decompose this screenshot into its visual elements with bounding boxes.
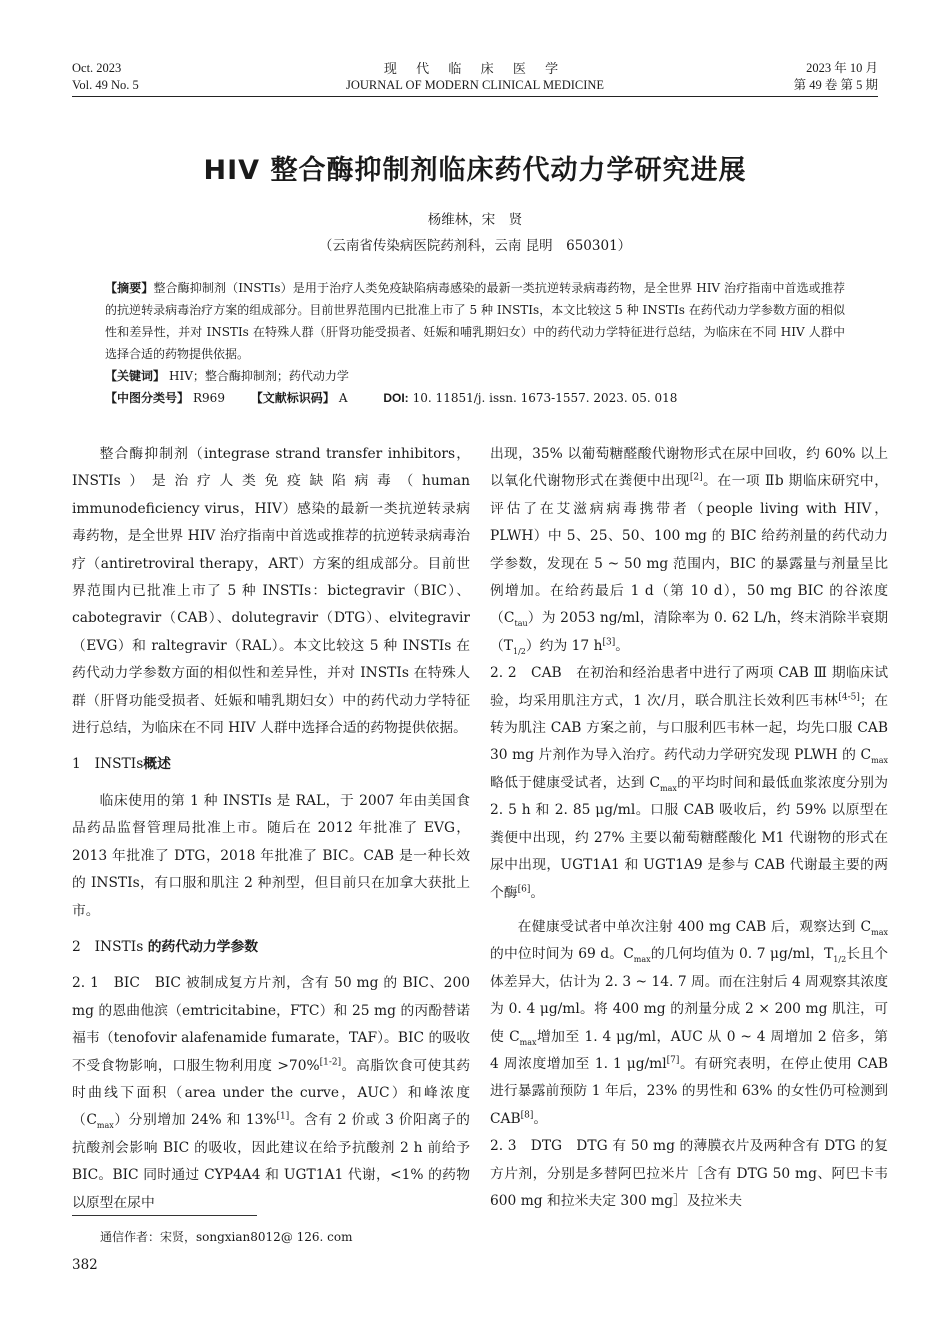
text-run: 。有研究表明，在停止使用 CAB 进行暴露前预防 1 年后，23% 的男性和 63% 的女性仍可检测到 CAB bbox=[490, 1055, 888, 1127]
header-volume-en: Vol. 49 No. 5 bbox=[72, 78, 139, 92]
subscript: max bbox=[96, 1121, 114, 1131]
author-list: 杨维林，宋 贤 bbox=[427, 212, 523, 228]
text-run: ）为 2053 ng/ml，清除率为 0. 62 L/h，终末消除半衰期（T bbox=[490, 610, 888, 654]
intro-paragraph: 整合酶抑制剂（integrase strand transfer inhibitors，INSTIs）是治疗人类免疫缺陷病毒（human immunodeficiency virus，HIV）感染的最新一类抗逆转录病毒药物，是全世界 HIV 治疗指南中首选或推荐的抗逆转录病毒治疗（antiretroviral therapy，ART）方案的组成部分。目前世界范围内已批准上市了 5 种 INSTIs：bictegravir（BIC）、cabotegravir（CAB）、dolutegravir（DTG）、elvitegravir（EVG）和 raltegravir（RAL）。本文比较这 5 种 INSTIs 在药代动力学参数方面的相似性和差异性，并对 INSTIs 在特殊人群（肝肾功能受损者、妊娠和哺乳期妇女）中的药代动力学特征进行总结，为临床在不同 HIV 人群中选择合适的药物提供依据。 bbox=[72, 446, 470, 737]
text-run: 长且个体差异大，估计为 2. 3 ~ 14. 7 周。而在注射后 4 周观察其浓度为 0. 4 μg/ml。将 400 mg 的剂量分成 2 × 200 mg 肌注，可使 C bbox=[490, 946, 889, 1045]
doccode-label: 【文献标识码】 bbox=[250, 391, 335, 405]
header-right bbox=[794, 60, 878, 94]
footnote-divider bbox=[72, 1215, 257, 1216]
text-run: 2. 2 CAB 在初治和经治患者中进行了两项 CAB Ⅲ 期临床试验，均采用肌注方式，1 次/月，联合肌注长效利匹韦林 bbox=[490, 665, 888, 709]
page-number: 382 bbox=[72, 1257, 98, 1273]
subscript: 1/2 bbox=[513, 646, 526, 656]
classification-row bbox=[105, 387, 845, 409]
keywords-row bbox=[105, 365, 845, 387]
section-2-2-paragraph bbox=[490, 660, 888, 907]
citation: [7] bbox=[666, 1055, 680, 1066]
text-run: 2. 1 BIC BIC 被制成复方片剂，含有 50 mg 的 BIC、200 mg 的恩曲他滨（emtricitabine，FTC）和 25 mg 的丙酚替诺福韦（tenofovir alafenamide fumarate，TAF）。BIC 的吸收不受食物影响，口服生物利用度 >70% bbox=[72, 975, 470, 1074]
affiliation: （云南省传染病医院药剂科，云南 昆明 650301） bbox=[318, 238, 632, 254]
text-run: ）分别增加 24% 和 13% bbox=[113, 1112, 277, 1129]
subscript: max bbox=[660, 783, 677, 793]
keywords-label: 【关键词】 bbox=[105, 369, 166, 383]
citation: [2] bbox=[689, 472, 703, 483]
citation: [4-5] bbox=[838, 692, 860, 703]
text-run: 的平均时间和最低血浆浓度分别为 2. 5 h 和 2. 85 μg/ml。口服 CAB 吸收后，约 59% 以原型在粪便中出现，约 27% 主要以葡萄糖醛酸化 M1 代谢物的形式在尿中出现，UGT1A1 和 UGT1A9 是参与 CAB 代谢最主要的两个酶 bbox=[490, 774, 888, 901]
header-date-zh: 2023 年 10 月 bbox=[806, 61, 878, 75]
section-2-1-paragraph bbox=[72, 970, 470, 1217]
section-1-title: 概述 bbox=[143, 756, 171, 773]
subscript: tau bbox=[514, 619, 528, 629]
text-run: 。 bbox=[530, 884, 545, 901]
subscript: 1/2 bbox=[833, 955, 847, 965]
section-1-heading bbox=[72, 751, 470, 778]
abstract-text: 整合酶抑制剂（INSTIs）是用于治疗人类免疫缺陷病毒感染的最新一类抗逆转录病毒药物，是全世界 HIV 治疗指南中首选或推荐的抗逆转录病毒治疗方案的组成部分。目前世界范围内已批准上市了 5 种 INSTIs，本文比较这 5 种 INSTIs 在药代动力学参数方面的相似性和差异性，并对 INSTIs 在特殊人群（肝肾功能受损者、妊娠和哺乳期妇女）中的药代动力学特征进行总结，为临床在不同 HIV 人群中选择合适的药物提供依据。 bbox=[105, 281, 845, 361]
subscript: max bbox=[519, 1037, 537, 1047]
section-1-paragraph: 临床使用的第 1 种 INSTIs 是 RAL，于 2007 年由美国食品药品监督管理局批准上市。随后在 2012 年批准了 EVG，2013 年批准了 DTG，2018 年批准了 BIC。CAB 是一种长效的 INSTIs，有口服和肌注 2 种剂型，但目前只在加拿大获批上市。 bbox=[72, 792, 470, 919]
text-run: 增加至 1. 4 μg/ml，AUC 从 0 ~ 4 周增加 2 倍多，第 4 周浓度增加至 1. 1 μg/ml bbox=[490, 1028, 888, 1072]
journal-name-en: JOURNAL OF MODERN CLINICAL MEDICINE bbox=[345, 78, 605, 92]
text-run: 。 bbox=[615, 637, 630, 654]
cab-injection-paragraph bbox=[490, 914, 888, 1133]
text-run: 。 bbox=[533, 1110, 548, 1127]
section-2-heading bbox=[72, 934, 470, 961]
abstract-label: 【摘要】 bbox=[105, 281, 154, 295]
abstract-block bbox=[105, 277, 845, 409]
section-2-number: 2 INSTIs bbox=[72, 938, 144, 955]
citation: [3] bbox=[602, 637, 616, 648]
citation: [1-2] bbox=[319, 1056, 342, 1067]
doi-label: DOI: bbox=[383, 391, 409, 405]
right-column bbox=[490, 441, 888, 1215]
text-run: 在健康受试者中单次注射 400 mg CAB 后，观察达到 C bbox=[517, 918, 872, 935]
clc-label: 【中图分类号】 bbox=[105, 391, 190, 405]
doccode-value: A bbox=[338, 391, 348, 405]
section-2-title: 的药代动力学参数 bbox=[147, 938, 259, 955]
text-run: 出现，35% 以葡萄糖醛酸代谢物形式在尿中回收，约 60% 以上以氧化代谢物形式在粪便中出现 bbox=[490, 446, 888, 490]
section-1-number: 1 INSTIs bbox=[72, 756, 144, 773]
citation: [6] bbox=[517, 883, 531, 894]
journal-name-zh: 现 代 临 床 医 学 bbox=[383, 61, 567, 76]
subscript: max bbox=[633, 955, 651, 965]
text-run: 的几何均值为 0. 7 μg/ml，T bbox=[650, 946, 834, 963]
abstract-paragraph bbox=[105, 277, 845, 365]
left-column bbox=[72, 441, 470, 1217]
header-date-en: Oct. 2023 bbox=[72, 61, 122, 75]
text-run: ；在转为肌注 CAB 方案之前，与口服利匹韦林一起，均先口服 CAB 30 mg 片剂作为导入治疗。药代动力学研究发现 PLWH 的 C bbox=[490, 692, 889, 764]
article-title: HIV 整合酶抑制剂临床药代动力学研究进展 bbox=[203, 155, 747, 186]
text-run: 。在一项 Ⅱb 期临床研究中，评估了在艾滋病病毒携带者（people living with HIV，PLWH）中 5、25、50、100 mg 的 BIC 给药剂量的药代动力学参数，发现在 5 ~ 50 mg 范围内，BIC 的暴露量与剂量呈比例增加。在给药最后 1 d（第 10 d），50 mg BIC 的谷浓度（C bbox=[490, 473, 888, 627]
text-run: 。含有 2 价或 3 价阳离子的抗酸剂会影响 BIC 的吸收，因此建议在给予抗酸剂 2 h 前给予 BIC。BIC 同时通过 CYP4A4 和 UGT1A1 代谢，<1% 的药物以原型在尿中 bbox=[72, 1112, 470, 1211]
keywords-text: HIV；整合酶抑制剂；药代动力学 bbox=[169, 369, 349, 383]
bic-continued-paragraph bbox=[490, 441, 888, 660]
subscript: max bbox=[871, 756, 888, 766]
doi-value: 10. 11851/j. issn. 1673-1557. 2023. 05. 018 bbox=[412, 391, 678, 405]
citation: [1] bbox=[276, 1111, 290, 1122]
section-2-3-paragraph: 2. 3 DTG DTG 有 50 mg 的薄膜衣片及两种含有 DTG 的复方片剂，分别是多替阿巴拉米片［含有 DTG 50 mg、阿巴卡韦 600 mg 和拉米夫定 300 mg］及拉米夫 bbox=[490, 1138, 888, 1209]
text-run: 略低于健康受试者，达到 C bbox=[490, 774, 661, 791]
text-run: ）约为 17 h bbox=[525, 637, 603, 654]
subscript: max bbox=[871, 927, 888, 937]
text-run: 的中位时间为 69 d。C bbox=[490, 946, 634, 963]
clc-value: R969 bbox=[193, 391, 225, 405]
corresponding-author-footnote: 通信作者：宋贤，songxian8012@ 126. com bbox=[100, 1230, 353, 1244]
header-volume-zh: 第 49 卷 第 5 期 bbox=[793, 78, 878, 92]
text-run: 。高脂饮食可使其药时曲线下面积（area under the curve，AUC）和峰浓度（C bbox=[72, 1057, 470, 1129]
citation: [8] bbox=[520, 1110, 534, 1121]
header-divider bbox=[72, 96, 878, 97]
